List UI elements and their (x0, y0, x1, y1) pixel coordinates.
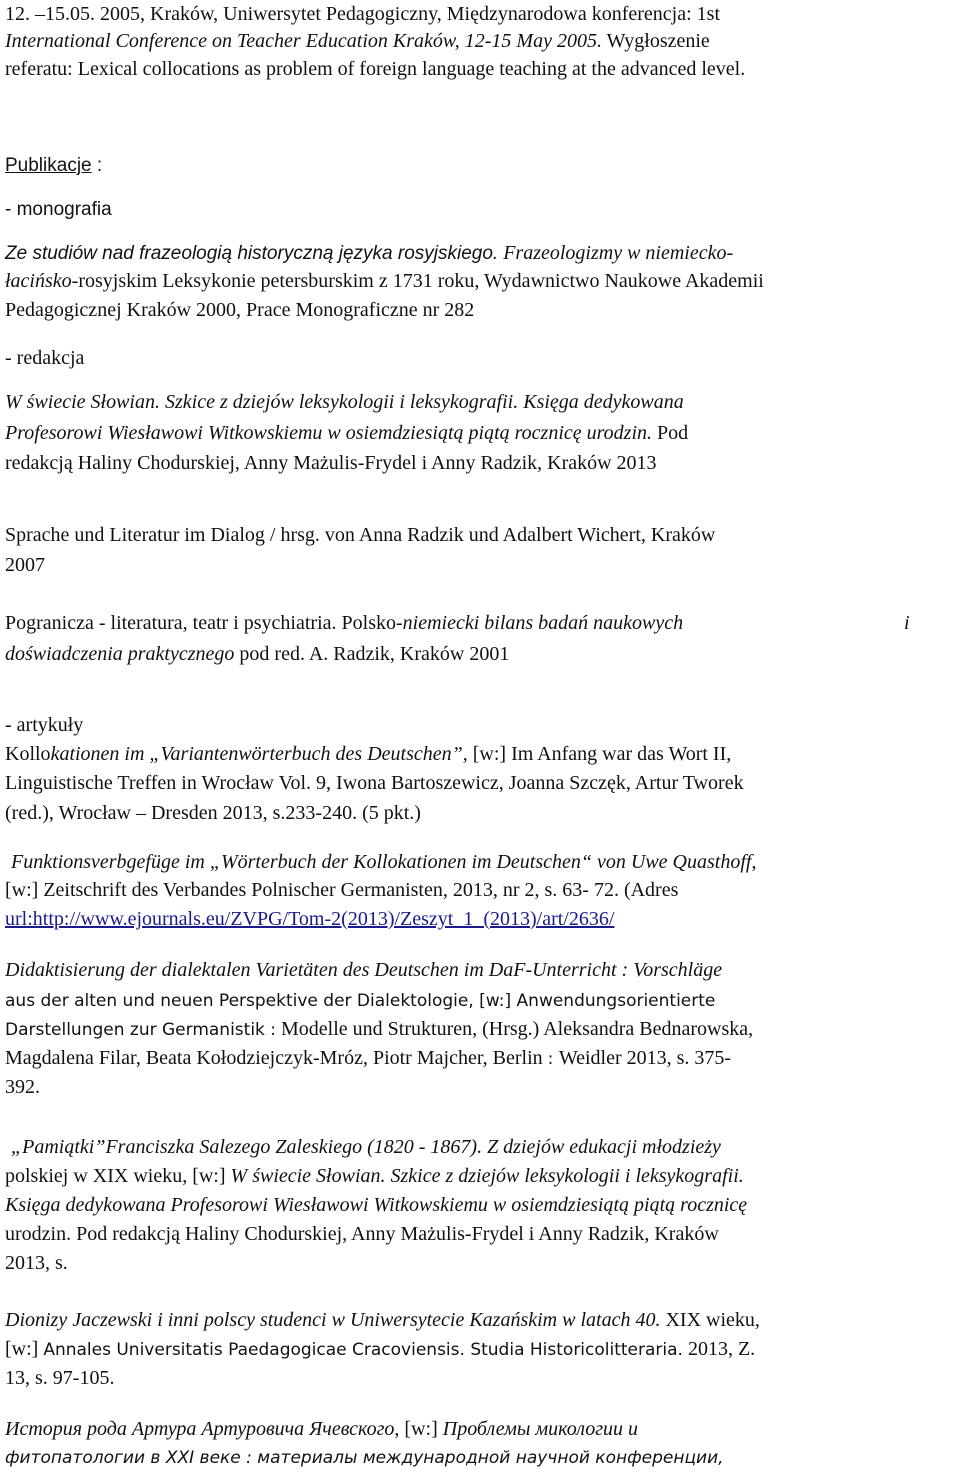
artykul-1-title: Kollo (5, 743, 51, 765)
artykul-4-text: urodzin. Pod redakcją Haliny Chodurskiej, Anny Mażulis-Frydel i Anny Radzik, Kraków (5, 1223, 719, 1245)
artykul-1-text: Linguistische Treffen in Wrocław Vol. 9, Iwona Bartoszewicz, Joanna Szczęk, Artur Tworek (5, 772, 744, 794)
artykul-6-title: История рода Артура Артуровича Ячевского (5, 1418, 395, 1440)
artykul-2-text: [w:] Zeitschrift des Verbandes Polnischer Germanisten, 2013, nr 2, s. 63- 72. (Adres (5, 879, 679, 901)
artykul-5-line-2 (5, 1335, 755, 1364)
publikacje-heading (5, 152, 102, 180)
monografia-line-2 (5, 267, 764, 295)
artykul-3-title: Didaktisierung der dialektalen Varietäten des Deutschen im DaF-Unterricht : Vorschläge (5, 959, 723, 981)
redakcja-1-title: W świecie Słowian. Szkice z dziejów leksykologii i leksykografii. Księga dedykowana (5, 391, 684, 413)
conference-text: Wygłoszenie (601, 30, 710, 52)
artykul-5-text: [w:] (5, 1338, 44, 1360)
artykul-4-line-3 (5, 1191, 747, 1219)
artykul-4-text: polskiej w XIX wieku, [w:] (5, 1165, 231, 1187)
redakcja-1-line-2 (5, 419, 688, 447)
artykul-5-text: 13, s. 97-105. (5, 1367, 115, 1389)
section-label-artykuly: - artykuły (5, 714, 84, 736)
artykul-4-title: „Pamiątki”Franciszka Salezego Zaleskiego (1820 - 1867) (11, 1136, 478, 1158)
publikacje-colon: : (91, 155, 103, 176)
redakcja-1-text: redakcją Haliny Chodurskiej, Anny Mażulis-Frydel i Anny Radzik, Kraków 2013 (5, 452, 657, 474)
artykul-6-source: фитопатологии в XXI веке : материалы международной научной конференции, (5, 1448, 724, 1468)
monografia-text: Pedagogicznej Kraków 2000, Prace Monograficzne nr 282 (5, 299, 475, 321)
artykul-2-title: Funktionsverbgefüge im „Wörterbuch der Kollokationen im Deutschen“ von Uwe Quasthoff (11, 851, 752, 873)
redakcja-1-line-1 (5, 388, 684, 416)
artykul-5-title: Dionizy Jaczewski i inni polscy studenci w Uniwersytecie Kazańskim w latach 40. (5, 1309, 661, 1331)
conference-line-2 (5, 27, 710, 55)
artykul-5-journal: Annales Universitatis Paedagogicae Cracoviensis. Studia Historicolitteraria. (43, 1340, 683, 1360)
redakcja-1-line-3 (5, 449, 657, 477)
redakcja-3-subtitle: niemiecki bilans badań naukowych (402, 612, 684, 634)
publikacje-heading-text: Publikacje (5, 155, 92, 176)
redakcja-3-line-1 (5, 609, 910, 637)
redakcja-3-subtitle: doświadczenia praktycznego (5, 643, 235, 665)
redakcja-2-title: Sprache und Literatur im Dialog / hrsg. (5, 524, 320, 546)
monografia-line-1 (5, 239, 733, 268)
artykul-2-text: , (751, 851, 757, 873)
monografia-text: -rosyjskim Leksykonie petersburskim z 1731 roku, Wydawnictwo Naukowe Akademii (71, 270, 764, 292)
artykul-4-text: 2013, s. (5, 1252, 68, 1274)
artykul-1-title: kationen im „Variantenwörterbuch des Deutschen”, (50, 743, 468, 765)
artykul-3-title: aus der alten und neuen Perspektive der Dialektologie, (5, 991, 474, 1011)
artykul-5-text: 2013, Z. (682, 1338, 756, 1360)
artykul-3-line-4 (5, 1044, 731, 1073)
monografia-subtitle: łacińsko (5, 270, 72, 292)
monografia-line-3 (5, 296, 474, 324)
artykul-6-text: , [w:] (394, 1418, 443, 1440)
artykul-2-line-1 (11, 848, 756, 876)
conference-text: 12. –15.05. 2005, Kraków, Uniwersytet Pedagogiczny, Międzynarodowa konferencja: 1st (5, 3, 720, 25)
artykul-3-line-2 (5, 986, 715, 1015)
redakcja-2-text: 2007 (5, 554, 45, 576)
redakcja-1-text: Pod (652, 422, 689, 444)
journal-url-link[interactable]: url:http://www.ejournals.eu/ZVPG/Tom-2(2013)/Zeszyt_1_(2013)/art/2636/ (5, 908, 615, 930)
artykul-2-line-3 (5, 905, 614, 933)
artykul-6-source: Проблемы микологии и (442, 1418, 639, 1440)
redakcja-2-text: von Anna Radzik und Adalbert Wichert, Kraków (319, 524, 716, 546)
artykul-4-line-1 (11, 1133, 721, 1161)
artykul-1-line-2 (5, 769, 744, 797)
artykul-3-text: Magdalena Filar, Beata Kołodziejczyk-Mróz, Piotr Majcher, Berlin (5, 1047, 548, 1069)
redakcja-3-title: Pogranicza - literatura, teatr i psychiatria. (5, 612, 337, 634)
artykul-2-line-2 (5, 876, 678, 904)
redakcja-3-subtitle: i (904, 612, 910, 634)
artykul-5-text: XIX wieku, (660, 1309, 760, 1331)
artykul-1-line-1 (5, 740, 731, 768)
artykul-4-line-2 (5, 1162, 744, 1190)
artykul-4-title: W świecie Słowian. Szkice z dziejów leksykologii i leksykografii. (230, 1165, 744, 1187)
artykul-3-text: Weidler 2013, s. 375- (558, 1047, 732, 1069)
artykul-4-title: Księga dedykowana Profesorowi Wiesławowi Witkowskiemu w osiemdziesiątą piątą rocznicę (5, 1194, 748, 1216)
redakcja-1-title: Profesorowi Wiesławowi Witkowskiemu w osiemdziesiątą piątą rocznicę urodzin. (5, 422, 653, 444)
conference-text: referatu: Lexical collocations as problem of foreign language teaching at the advanced level. (5, 58, 746, 80)
redakcja-3-text: Polsko- (336, 612, 403, 634)
artykul-6-line-2 (5, 1443, 724, 1472)
artykul-3-text: [w:] Anwendungsorientierte (473, 991, 716, 1011)
artykul-3-line-1 (5, 956, 722, 984)
artykul-4-line-5 (5, 1249, 68, 1277)
artykul-5-line-3 (5, 1364, 114, 1392)
artykul-3-text: Darstellungen zur Germanistik : (5, 1020, 277, 1040)
redakcja-3-text: pod red. A. Radzik, Kraków 2001 (234, 643, 510, 665)
artykul-4-title: . Z dziejów edukacji młodzieży (477, 1136, 721, 1158)
artykul-6-line-1 (5, 1415, 638, 1443)
conference-line-3 (5, 55, 745, 83)
artykul-3-line-5 (5, 1073, 40, 1101)
redakcja-2-line-1 (5, 521, 715, 549)
conference-title: International Conference on Teacher Education Kraków, 12-15 May 2005. (5, 30, 602, 52)
redakcja-3-line-2 (5, 640, 509, 668)
monografia-title: Ze studiów nad frazeologią historyczną języka rosyjskiego. (5, 243, 499, 264)
artykul-1-text: (red.), Wrocław – Dresden 2013, s.233-240. (5 pkt.) (5, 802, 421, 824)
artykul-4-line-4 (5, 1220, 719, 1248)
artykul-1-text: [w:] Im Anfang war das Wort II, (467, 743, 732, 765)
section-label-redakcja: - redakcja (5, 347, 85, 369)
artykul-3-text: 392. (5, 1076, 40, 1098)
conference-line-1 (5, 0, 720, 28)
artykul-3-text: Modelle und Strukturen, (Hrsg.) Aleksandra Bednarowska, (276, 1018, 754, 1040)
artykul-3-line-3 (5, 1015, 753, 1044)
section-label-monografia: - monografia (5, 199, 112, 220)
monografia-subtitle: Frazeologizmy w niemiecko- (498, 242, 734, 264)
artykul-5-line-1 (5, 1306, 760, 1334)
artykul-1-line-3 (5, 799, 421, 827)
artykul-3-text: : (547, 1049, 559, 1069)
redakcja-2-line-2 (5, 551, 45, 579)
